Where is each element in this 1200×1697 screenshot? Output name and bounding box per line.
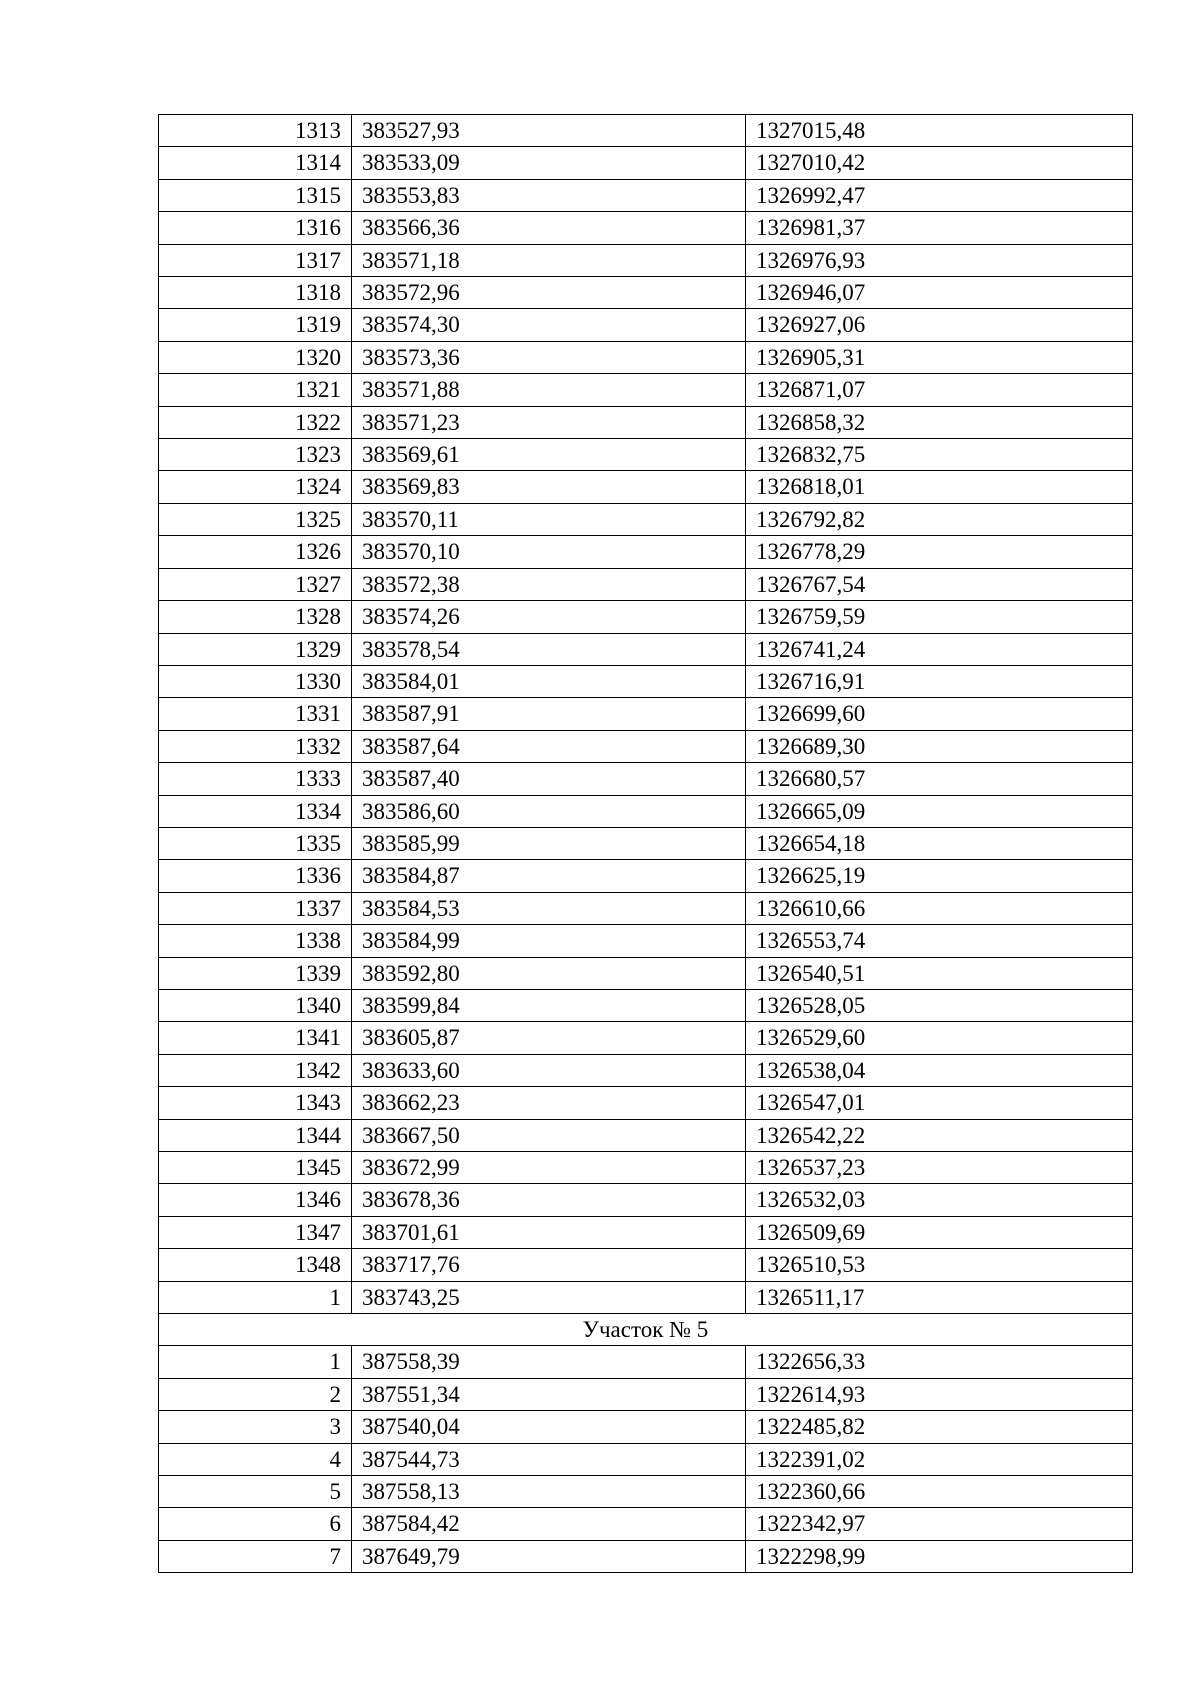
x-coordinate-cell: 383573,36	[352, 341, 746, 373]
x-coordinate-cell: 383572,96	[352, 277, 746, 309]
x-coordinate-cell: 383587,64	[352, 730, 746, 762]
y-coordinate-cell: 1326553,74	[746, 925, 1133, 957]
table-row	[159, 1184, 1133, 1216]
x-coordinate-cell: 387540,04	[352, 1411, 746, 1443]
point-number-cell: 1347	[159, 1216, 352, 1248]
table-row	[159, 1022, 1133, 1054]
y-coordinate-cell: 1322485,82	[746, 1411, 1133, 1443]
y-coordinate-cell: 1326529,60	[746, 1022, 1133, 1054]
point-number-cell: 1338	[159, 925, 352, 957]
x-coordinate-cell: 387551,34	[352, 1378, 746, 1410]
y-coordinate-cell: 1322614,93	[746, 1378, 1133, 1410]
point-number-cell: 1329	[159, 633, 352, 665]
y-coordinate-cell: 1326716,91	[746, 665, 1133, 697]
point-number-cell: 1336	[159, 860, 352, 892]
table-row	[159, 1411, 1133, 1443]
y-coordinate-cell: 1326946,07	[746, 277, 1133, 309]
point-number-cell: 1330	[159, 665, 352, 697]
x-coordinate-cell: 383553,83	[352, 179, 746, 211]
point-number-cell: 1	[159, 1346, 352, 1378]
y-coordinate-cell: 1326665,09	[746, 795, 1133, 827]
x-coordinate-cell: 383570,10	[352, 536, 746, 568]
table-row	[159, 892, 1133, 924]
y-coordinate-cell: 1326654,18	[746, 827, 1133, 859]
table-row	[159, 795, 1133, 827]
table-row	[159, 1443, 1133, 1475]
point-number-cell: 1321	[159, 374, 352, 406]
x-coordinate-cell: 383586,60	[352, 795, 746, 827]
table-row	[159, 698, 1133, 730]
point-number-cell: 1341	[159, 1022, 352, 1054]
x-coordinate-cell: 383743,25	[352, 1281, 746, 1313]
coordinates-table	[158, 114, 1133, 1573]
point-number-cell: 1335	[159, 827, 352, 859]
table-row	[159, 925, 1133, 957]
table-row	[159, 374, 1133, 406]
point-number-cell: 1344	[159, 1119, 352, 1151]
table-row	[159, 1087, 1133, 1119]
table-row	[159, 1346, 1133, 1378]
point-number-cell: 5	[159, 1476, 352, 1508]
x-coordinate-cell: 383574,26	[352, 601, 746, 633]
x-coordinate-cell: 383566,36	[352, 212, 746, 244]
table-row	[159, 1119, 1133, 1151]
table-row	[159, 1054, 1133, 1086]
y-coordinate-cell: 1327010,42	[746, 147, 1133, 179]
point-number-cell: 6	[159, 1508, 352, 1540]
x-coordinate-cell: 383587,91	[352, 698, 746, 730]
table-row	[159, 730, 1133, 762]
table-row	[159, 1249, 1133, 1281]
y-coordinate-cell: 1326509,69	[746, 1216, 1133, 1248]
x-coordinate-cell: 383587,40	[352, 763, 746, 795]
x-coordinate-cell: 383672,99	[352, 1152, 746, 1184]
y-coordinate-cell: 1326610,66	[746, 892, 1133, 924]
x-coordinate-cell: 383569,83	[352, 471, 746, 503]
point-number-cell: 1324	[159, 471, 352, 503]
point-number-cell: 1343	[159, 1087, 352, 1119]
x-coordinate-cell: 383584,01	[352, 665, 746, 697]
y-coordinate-cell: 1326871,07	[746, 374, 1133, 406]
y-coordinate-cell: 1322360,66	[746, 1476, 1133, 1508]
point-number-cell: 1323	[159, 439, 352, 471]
point-number-cell: 1314	[159, 147, 352, 179]
table-row	[159, 763, 1133, 795]
y-coordinate-cell: 1322656,33	[746, 1346, 1133, 1378]
table-row	[159, 341, 1133, 373]
table-row	[159, 147, 1133, 179]
y-coordinate-cell: 1326537,23	[746, 1152, 1133, 1184]
table-row	[159, 309, 1133, 341]
x-coordinate-cell: 383667,50	[352, 1119, 746, 1151]
table-row	[159, 989, 1133, 1021]
x-coordinate-cell: 383584,99	[352, 925, 746, 957]
table-row	[159, 601, 1133, 633]
point-number-cell: 1348	[159, 1249, 352, 1281]
table-row	[159, 1378, 1133, 1410]
y-coordinate-cell: 1326792,82	[746, 503, 1133, 535]
y-coordinate-cell: 1326981,37	[746, 212, 1133, 244]
y-coordinate-cell: 1326818,01	[746, 471, 1133, 503]
table-row	[159, 860, 1133, 892]
x-coordinate-cell: 383717,76	[352, 1249, 746, 1281]
point-number-cell: 1327	[159, 568, 352, 600]
x-coordinate-cell: 387544,73	[352, 1443, 746, 1475]
x-coordinate-cell: 383592,80	[352, 957, 746, 989]
point-number-cell: 1326	[159, 536, 352, 568]
x-coordinate-cell: 383599,84	[352, 989, 746, 1021]
table-row	[159, 1281, 1133, 1313]
y-coordinate-cell: 1326511,17	[746, 1281, 1133, 1313]
table-row	[159, 179, 1133, 211]
y-coordinate-cell: 1326689,30	[746, 730, 1133, 762]
point-number-cell: 1319	[159, 309, 352, 341]
y-coordinate-cell: 1327015,48	[746, 115, 1133, 147]
table-row	[159, 439, 1133, 471]
table-row	[159, 244, 1133, 276]
table-row	[159, 115, 1133, 147]
point-number-cell: 1346	[159, 1184, 352, 1216]
x-coordinate-cell: 383572,38	[352, 568, 746, 600]
point-number-cell: 3	[159, 1411, 352, 1443]
table-row	[159, 406, 1133, 438]
point-number-cell: 1318	[159, 277, 352, 309]
point-number-cell: 1325	[159, 503, 352, 535]
point-number-cell: 1337	[159, 892, 352, 924]
y-coordinate-cell: 1326540,51	[746, 957, 1133, 989]
y-coordinate-cell: 1326832,75	[746, 439, 1133, 471]
table-row	[159, 1508, 1133, 1540]
point-number-cell: 1317	[159, 244, 352, 276]
point-number-cell: 1316	[159, 212, 352, 244]
point-number-cell: 2	[159, 1378, 352, 1410]
x-coordinate-cell: 383633,60	[352, 1054, 746, 1086]
coordinates-table-body	[159, 115, 1133, 1573]
y-coordinate-cell: 1326625,19	[746, 860, 1133, 892]
table-row	[159, 665, 1133, 697]
point-number-cell: 1320	[159, 341, 352, 373]
y-coordinate-cell: 1326858,32	[746, 406, 1133, 438]
y-coordinate-cell: 1326699,60	[746, 698, 1133, 730]
x-coordinate-cell: 383701,61	[352, 1216, 746, 1248]
y-coordinate-cell: 1326538,04	[746, 1054, 1133, 1086]
x-coordinate-cell: 383527,93	[352, 115, 746, 147]
y-coordinate-cell: 1326767,54	[746, 568, 1133, 600]
point-number-cell: 1345	[159, 1152, 352, 1184]
point-number-cell: 1328	[159, 601, 352, 633]
x-coordinate-cell: 387558,13	[352, 1476, 746, 1508]
y-coordinate-cell: 1326741,24	[746, 633, 1133, 665]
table-row	[159, 827, 1133, 859]
point-number-cell: 4	[159, 1443, 352, 1475]
y-coordinate-cell: 1322391,02	[746, 1443, 1133, 1475]
y-coordinate-cell: 1322342,97	[746, 1508, 1133, 1540]
y-coordinate-cell: 1326680,57	[746, 763, 1133, 795]
table-row	[159, 1476, 1133, 1508]
y-coordinate-cell: 1326528,05	[746, 989, 1133, 1021]
table-row	[159, 1152, 1133, 1184]
x-coordinate-cell: 383571,88	[352, 374, 746, 406]
x-coordinate-cell: 383584,87	[352, 860, 746, 892]
x-coordinate-cell: 383584,53	[352, 892, 746, 924]
x-coordinate-cell: 383569,61	[352, 439, 746, 471]
x-coordinate-cell: 383605,87	[352, 1022, 746, 1054]
point-number-cell: 1322	[159, 406, 352, 438]
point-number-cell: 1315	[159, 179, 352, 211]
section-header-row	[159, 1314, 1133, 1346]
x-coordinate-cell: 383662,23	[352, 1087, 746, 1119]
y-coordinate-cell: 1326532,03	[746, 1184, 1133, 1216]
x-coordinate-cell: 383574,30	[352, 309, 746, 341]
table-row	[159, 212, 1133, 244]
point-number-cell: 1331	[159, 698, 352, 730]
table-row	[159, 568, 1133, 600]
point-number-cell: 1339	[159, 957, 352, 989]
x-coordinate-cell: 383533,09	[352, 147, 746, 179]
x-coordinate-cell: 383571,23	[352, 406, 746, 438]
table-row	[159, 503, 1133, 535]
x-coordinate-cell: 383578,54	[352, 633, 746, 665]
table-row	[159, 471, 1133, 503]
y-coordinate-cell: 1326992,47	[746, 179, 1133, 211]
x-coordinate-cell: 383570,11	[352, 503, 746, 535]
point-number-cell: 1342	[159, 1054, 352, 1086]
y-coordinate-cell: 1326778,29	[746, 536, 1133, 568]
section-title: Участок № 5	[159, 1314, 1133, 1346]
table-row	[159, 536, 1133, 568]
x-coordinate-cell: 383678,36	[352, 1184, 746, 1216]
y-coordinate-cell: 1326542,22	[746, 1119, 1133, 1151]
point-number-cell: 1313	[159, 115, 352, 147]
table-row	[159, 1540, 1133, 1572]
y-coordinate-cell: 1326547,01	[746, 1087, 1133, 1119]
y-coordinate-cell: 1326927,06	[746, 309, 1133, 341]
x-coordinate-cell: 383585,99	[352, 827, 746, 859]
point-number-cell: 1333	[159, 763, 352, 795]
table-row	[159, 1216, 1133, 1248]
table-row	[159, 957, 1133, 989]
x-coordinate-cell: 387584,42	[352, 1508, 746, 1540]
point-number-cell: 1334	[159, 795, 352, 827]
table-row	[159, 633, 1133, 665]
point-number-cell: 1340	[159, 989, 352, 1021]
point-number-cell: 1	[159, 1281, 352, 1313]
x-coordinate-cell: 387558,39	[352, 1346, 746, 1378]
y-coordinate-cell: 1322298,99	[746, 1540, 1133, 1572]
x-coordinate-cell: 383571,18	[352, 244, 746, 276]
table-row	[159, 277, 1133, 309]
y-coordinate-cell: 1326905,31	[746, 341, 1133, 373]
x-coordinate-cell: 387649,79	[352, 1540, 746, 1572]
point-number-cell: 1332	[159, 730, 352, 762]
y-coordinate-cell: 1326510,53	[746, 1249, 1133, 1281]
point-number-cell: 7	[159, 1540, 352, 1572]
y-coordinate-cell: 1326976,93	[746, 244, 1133, 276]
y-coordinate-cell: 1326759,59	[746, 601, 1133, 633]
